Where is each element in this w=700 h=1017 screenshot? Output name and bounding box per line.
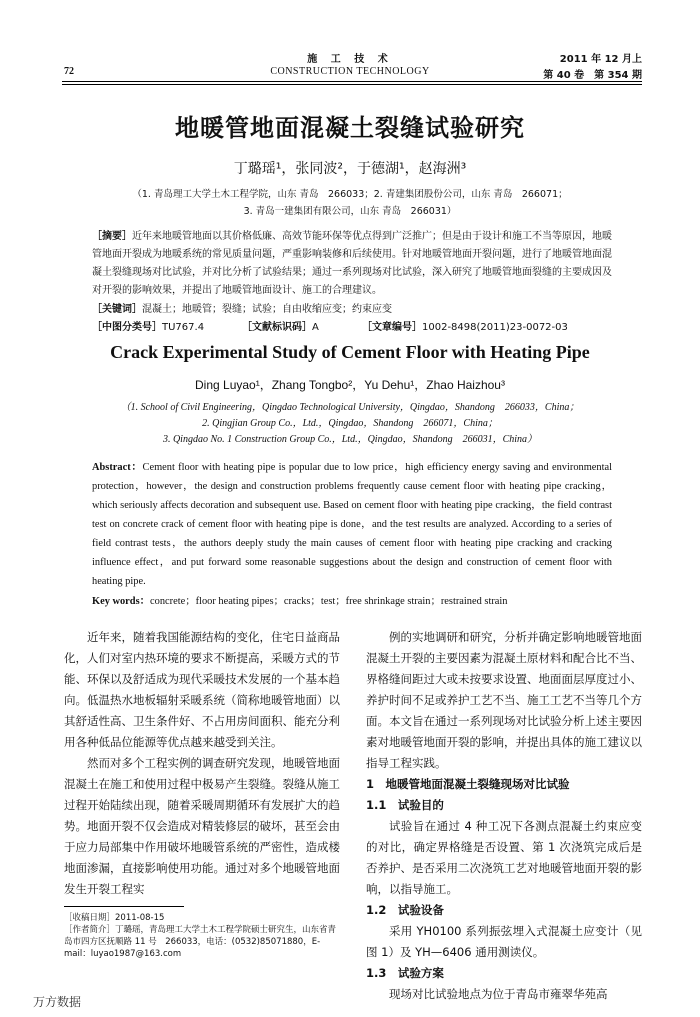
affiliation-cn-line-1: （1. 青岛理工大学土木工程学院，山东 青岛 266033；2. 青建集团股份公司，山东 青岛 266071； — [132, 189, 568, 200]
header-rule-thin — [62, 84, 642, 85]
subsection-heading: 1.1 试验目的 — [366, 798, 444, 812]
keywords-en — [92, 592, 612, 607]
volume-issue: 第 40 卷 第 354 期 — [543, 70, 642, 81]
clc-value: TU767.4 — [162, 322, 205, 333]
journal-name-cn: 施 工 技 术 — [307, 54, 393, 65]
footnote — [64, 912, 340, 960]
header-rule-thick — [62, 81, 642, 82]
clc-label: ［中图分类号］ — [92, 322, 162, 333]
body-paragraph: 近年来，随着我国能源结构的变化，住宅日益商品化，人们对室内热环境的要求不断提高，采暖方式的节能、环保以及舒适成为现代采暖技术发展的一个基本趋向。低温热水地板辐射采暖系统（简称地暖管地面）以其舒适性高、卫生条件好、不占用房间面积、能充分利用各种低品位能源等优点越来越受到关注。 — [64, 630, 340, 749]
doc-code-label: ［文献标识码］ — [242, 322, 312, 333]
affiliation-en-line-1: （1. School of Civil Engineering，Qingdao Technological University，Qingdao，Shandong 266033，China； — [120, 402, 580, 413]
classification-line — [92, 318, 612, 333]
body-paragraph: 然而对多个工程实例的调查研究发现，地暖管地面混凝土在施工和使用过程中极易产生裂缝。裂缝从施工过程开始陆续出现，随着采暖周期循环有发展扩大的趋势。地面开裂不仅会造成对精装修层的破坏，甚至会由于应力局部集中作用破坏地暖管系统的严密性，造成楼地面渗漏，直接影响使用功能。通过对多个地暖管地面发生开裂工程实 — [64, 756, 340, 896]
body-paragraph: 采用 YH0100 系列振弦埋入式混凝土应变计（见图 1）及 YH—6406 通用测读仪。 — [366, 924, 642, 959]
article-no-label: ［文章编号］ — [362, 322, 422, 333]
paper-title-en: Crack Experimental Study of Cement Floor with Heating Pipe — [110, 342, 590, 362]
body-paragraph: 例的实地调研和研究，分析并确定影响地暖管地面混凝土开裂的主要因素为混凝土原材料和配合比不当、界格缝间距过大或未按要求设置、地面面层厚度过小、养护时间不足或养护工艺不当、施工工艺不当等几个方面。本文旨在通过一系列现场对比试验分析上述主要因素对地暖管地面开裂的影响，并提出具体的施工建议以指导工程实践。 — [366, 630, 642, 770]
subsection-heading: 1.3 试验方案 — [366, 966, 444, 980]
body-paragraph: 试验旨在通过 4 种工况下各测点混凝土约束应变的对比，确定界格缝是否设置、第 1 次浇筑完成后是否养护、是否采用二次浇筑工艺对地暖管地面开裂的影响，以指导施工。 — [366, 819, 642, 896]
received-date: ［收稿日期］2011-08-15 — [64, 913, 165, 923]
affiliation-cn-line-2: 3. 青岛一建集团有限公司，山东 青岛 266031） — [243, 206, 457, 217]
watermark: 万方数据 — [33, 995, 82, 1009]
authors-cn: 丁璐瑶¹，张同波²，于德湖¹，赵海洲³ — [233, 161, 467, 177]
keywords-cn-label: ［关键词］ — [92, 304, 142, 315]
keywords-cn — [92, 300, 612, 315]
author-intro: ［作者简介］丁璐瑶，青岛理工大学土木工程学院硕士研究生，山东省青岛市四方区抚顺路 11 号 266033，电话：(0532)85071880，E-mail：luyao1987@163.com — [64, 925, 337, 959]
paper-title-cn: 地暖管地面混凝土裂缝试验研究 — [175, 114, 525, 142]
authors-en: Ding Luyao¹，Zhang Tongbo²，Yu Dehu¹，Zhao Haizhou³ — [195, 378, 505, 392]
abstract-cn — [92, 228, 612, 300]
issue-date: 2011 年 12 月上 — [559, 54, 642, 65]
subsection-heading: 1.2 试验设备 — [366, 903, 444, 917]
abstract-en — [92, 458, 612, 591]
doc-code-value: A — [312, 322, 319, 333]
body-paragraph: 现场对比试验地点为位于青岛市雍翠华苑高 — [389, 987, 608, 1001]
keywords-en-label: Key words： — [92, 596, 151, 607]
section-heading: 1 地暖管地面混凝土裂缝现场对比试验 — [366, 777, 570, 791]
affiliation-en-line-2: 2. Qingjian Group Co.，Ltd.，Qingdao，Shandong 266071，China； — [202, 418, 498, 429]
body-right-column — [366, 627, 642, 1005]
page-number: 72 — [64, 66, 74, 77]
abstract-cn-text: 近年来地暖管地面以其价格低廉、高效节能环保等优点得到广泛推广；但是由于设计和施工不当等原因，地暖管地面开裂成为地暖系统的常见质量问题，严重影响装修和后续使用。针对地暖管地面开裂问题，进行了地暖管地面混凝土裂缝现场对比试验，并对比分析了试验结果；通过一系列现场对比试验，深入研究了地暖管地面裂缝的主要成因及对开裂的影响效果，并提出了地暖管地面设计、施工的合理建议。 — [92, 231, 612, 296]
journal-name-en: CONSTRUCTION TECHNOLOGY — [270, 66, 430, 77]
article-no-value: 1002-8498(2011)23-0072-03 — [422, 322, 568, 333]
body-left-column — [64, 627, 340, 900]
abstract-cn-label: ［摘要］ — [92, 231, 132, 242]
abstract-en-text: Cement floor with heating pipe is popular due to low price，high efficiency energy saving and environmental protection，however，the design and construction problems frequently cause cement floor with heating pipe cracking，which seriously affects decoration and subsequent use. Based on cement floor with heating pipe cracking，the field contrast test on concrete crack of cement floor with heating pipe is done，and the test results are analyzed. According to a series of field contrast tests，the authors deeply study the main causes of cement floor with heating pipe cracking and cracking influence effect，and put forward some reasonable suggestions about the design and construction of cement floor with heating pipe. — [92, 462, 612, 587]
footnote-rule — [64, 906, 184, 907]
affiliation-en-line-3: 3. Qingdao No. 1 Construction Group Co.，Ltd.，Qingdao，Shandong 266031，China） — [162, 434, 538, 445]
abstract-en-label: Abstract： — [92, 462, 143, 473]
keywords-cn-text: 混凝土；地暖管；裂缝；试验；自由收缩应变；约束应变 — [142, 304, 392, 315]
keywords-en-text: concrete；floor heating pipes；cracks；test；free shrinkage strain；restrained strain — [150, 596, 508, 607]
